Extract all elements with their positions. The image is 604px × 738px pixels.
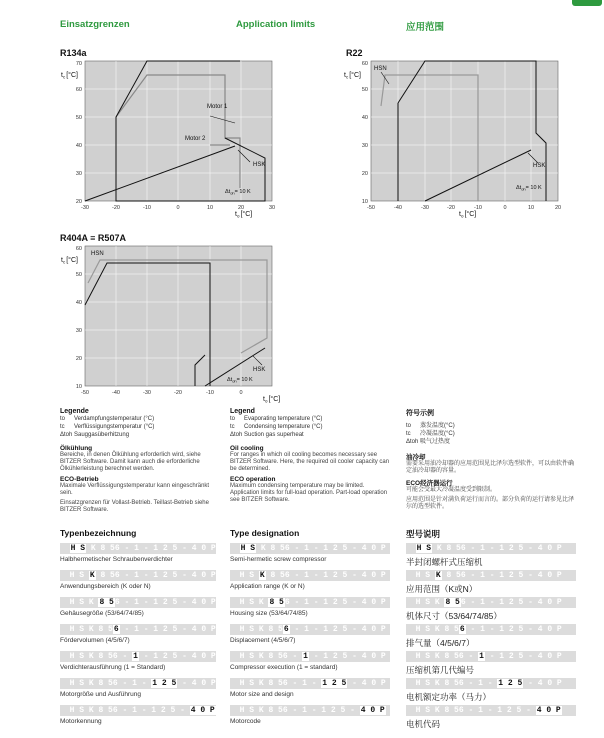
type-code-segment: 4 0 P [537,652,562,661]
legend-row: to Verdampfungstemperatur (°C) [60,416,155,422]
type-code-bar: H S K 8 56 - 1 - 1 2 5 - 4 0 P [60,597,216,608]
type-code-segment: 1 2 5 [153,652,178,661]
type-code-segment: 4 0 P [537,544,562,553]
type-code-segment: 4 0 P [361,598,386,607]
y-axis-label: $t_c[^\circ C]$ [344,72,361,80]
type-code-segment: 1 2 5 [323,544,348,553]
svg-text:10: 10 [206,205,214,211]
type-code-segment: K [90,544,96,553]
type-code-segment: K [88,706,94,715]
type-code-segment: 1 2 5 [321,706,346,715]
type-caption: Fördervolumen (4/5/6/7) [60,637,130,644]
legend-row: to 蒸发温度(°C) [406,423,455,429]
type-code-segment: 4 0 P [537,598,562,607]
type-code-segment: 4 0 P [536,706,561,715]
type-code-segment: 1 [480,625,485,634]
svg-text:40: 40 [75,300,82,306]
type-code-segment: 8 5 [270,571,285,580]
type-code-segment: H S [239,598,255,607]
type-code-bar: H S K 8 56 - 1 - 1 2 5 - 4 0 P [230,651,390,662]
note-text: Einsatzgrenzen für Vollast-Betrieb. Teillast-Betrieb siehe BITZER Software. [60,500,209,513]
svg-text:50: 50 [361,87,368,93]
type-code-segment: 1 2 5 [498,679,523,688]
type-code-bar: H S K 8 56 - 1 - 1 2 5 - 4 0 P [230,705,390,716]
type-code-segment: K [258,625,264,634]
type-code-bar: H S K 8 56 - 1 - 1 2 5 - 4 0 P [406,705,576,716]
type-code-segment: 1 2 5 [499,625,524,634]
y-ticks [76,61,82,205]
type-code-segment: H S [239,625,255,634]
type-code-segment: 4 0 P [361,544,386,553]
type-code-segment: 4 0 P [537,625,562,634]
legend-title: Legende [60,408,89,415]
type-code-segment: 1 [304,571,309,580]
type-code-segment: 1 [303,652,308,661]
type-code-segment: K [258,679,264,688]
note-title: Oil cooling [230,445,264,452]
type-caption: 机体尺寸（53/64/74/85） [406,611,502,621]
legend-row: Δtoh Sauggasüberhitzung [60,432,130,438]
x-axis-label: $t_o[^\circ C]$ [235,211,253,218]
y-axis-label: $t_c[^\circ C]$ [61,72,78,80]
type-code-segment: 6 [282,679,288,688]
type-caption: Motorgröße und Ausführung [60,691,141,698]
svg-text:-10: -10 [143,205,151,211]
type-caption: Motor size and design [230,691,294,698]
svg-text:-10: -10 [474,205,482,211]
type-code-segment: K [88,625,94,634]
type-code-segment: 1 [134,571,139,580]
svg-text:30: 30 [361,143,368,149]
type-code-segment: 4 0 P [190,706,215,715]
type-code-segment: 1 [302,679,307,688]
type-title-en: Type designation [230,528,300,538]
type-code-segment: H S [69,598,85,607]
type-code-segment: 6 [282,652,288,661]
chart-title-r134a: R134a [60,48,87,58]
type-code-segment: 6 [284,571,290,580]
label-hsk: HSK [253,162,266,168]
label-hsn: HSN [91,251,104,257]
note-text: Maximale Verflüssigungstemperatur kann eingeschränkt sein. [60,483,210,496]
legend-de [60,408,220,514]
type-code-segment: 1 2 5 [323,598,348,607]
type-code-segment: H S [69,652,85,661]
svg-text:10: 10 [75,384,82,390]
header-en: Application limits [236,19,316,30]
header-zh: 应用范围 [406,22,445,33]
type-code-segment: 4 0 P [191,598,216,607]
legend-row: tc Condensing temperature (°C) [230,424,323,430]
label-hsk: HSK [533,163,546,169]
type-caption: 压缩机第几代编号 [406,665,475,675]
type-code-segment: 4 0 P [361,679,386,688]
type-code-segment: 4 0 P [537,571,562,580]
type-code-segment: K [88,679,94,688]
type-code-segment: 8 5 [98,652,113,661]
type-code-bar: H S K 8 56 - 1 - 1 2 5 - 4 0 P [406,570,576,581]
type-code-bar: H S K 8 56 - 1 - 1 2 5 - 4 0 P [230,624,390,635]
legend-en [230,408,392,504]
type-code-segment: 1 [480,598,485,607]
type-code-segment: 1 2 5 [323,625,348,634]
type-code-segment: 1 [478,679,483,688]
type-code-segment: 6 [114,598,120,607]
type-caption: 电机代码 [406,719,441,729]
type-caption: Housing size (53/64/74/85) [230,610,308,617]
type-code-segment: 1 [134,598,139,607]
type-code-segment: 6 [282,706,288,715]
type-code-segment: H S [416,544,432,553]
label-superheat: $\Delta t_{oh}= 10$ K [225,189,251,196]
legend-row: Δtoh 吸气过热度 [406,439,451,445]
legend-row: tc Verflüssigungstemperatur (°C) [60,424,155,430]
type-code-segment: 1 [132,706,137,715]
type-caption: Motorcode [230,718,261,725]
type-code-segment: 1 [132,679,137,688]
type-caption: 电机额定功率（马力） [406,692,492,702]
type-code-bar: H S K 8 56 - 1 - 1 2 5 - 4 0 P [230,678,390,689]
plot-area [85,246,272,386]
type-title-de: Typenbezeichnung [60,528,137,538]
type-code-bar: H S K 8 56 - 1 - 1 2 5 - 4 0 P [60,678,216,689]
note-text: 应用范围是针对满负荷运行而言的。部分负荷的运行请参见比泽尔的选型软件。 [406,497,575,510]
header-de: Einsatzgrenzen [60,19,130,30]
type-code-segment: K [88,652,94,661]
type-code-segment: H S [415,625,431,634]
type-code-segment: 1 2 5 [153,625,178,634]
type-code-bar: H S K 8 56 - 1 - 1 2 5 - 4 0 P [60,651,216,662]
label-motor2: Motor 2 [185,136,206,142]
type-code-segment: H S [240,544,256,553]
type-code-segment: 1 2 5 [152,679,177,688]
label-hsn: HSN [374,66,387,72]
svg-text:-20: -20 [447,205,455,211]
type-code-segment: 4 0 P [361,625,386,634]
label-motor1: Motor 1 [207,104,228,110]
type-code-segment: K [434,598,440,607]
type-code-segment: 8 5 [269,598,284,607]
note-title: 油冷却 [406,454,426,461]
note-title: ECO-Betrieb [60,476,99,483]
type-code-segment: 6 [460,598,466,607]
type-code-bar: H S K 8 56 - 1 - 1 2 5 - 4 0 P [406,597,576,608]
type-code-segment: 8 5 [98,706,113,715]
type-title-zh: 型号说明 [406,529,441,539]
chart-title-r22: R22 [346,48,363,58]
type-code-segment: 6 [458,652,464,661]
type-code-segment: 8 5 [100,571,115,580]
type-code-segment: K [258,598,264,607]
type-code-segment: 6 [284,598,290,607]
svg-text:20: 20 [75,356,82,362]
type-code-bar: H S K 8 56 - 1 - 1 2 5 - 4 0 P [60,705,216,716]
type-code-segment: 1 2 5 [151,706,176,715]
y-ticks [76,246,82,390]
svg-text:60: 60 [361,61,368,67]
svg-text:-30: -30 [421,205,429,211]
legend-title: 符号示例 [406,410,434,417]
type-code-segment: 1 [134,544,139,553]
type-code-segment: 1 [304,598,309,607]
type-code-segment: H S [239,571,255,580]
plot-area [85,61,272,201]
type-code-segment: 8 5 [268,679,283,688]
type-code-segment: K [434,652,440,661]
legend-row: tc 冷凝温度(°C) [406,431,455,437]
chart-title-r404a: R404A ≡ R507A [60,233,126,243]
y-axis-label: $t_c[^\circ C]$ [61,257,78,265]
type-code-segment: 4 0 P [361,652,386,661]
svg-text:-20: -20 [112,205,120,211]
type-code-segment: 4 0 P [191,625,216,634]
svg-text:-10: -10 [206,390,214,396]
type-caption: Halbhermetischer Schraubenverdichter [60,556,173,563]
type-code-bar: H S K 8 56 - 1 - 1 2 5 - 4 0 P [60,624,216,635]
svg-text:10: 10 [361,199,368,205]
type-code-segment: H S [69,679,85,688]
type-caption: Gehäusegröße (53/64/74/85) [60,610,144,617]
y-ticks [362,61,368,205]
type-caption: Application range (K or N) [230,583,305,590]
type-code-segment: 6 [459,625,465,634]
type-code-segment: 1 2 5 [153,571,178,580]
type-code-segment: 4 0 P [191,652,216,661]
type-code-segment: 1 2 5 [322,679,347,688]
type-code-bar: H S K 8 56 - 1 - 1 2 5 - 4 0 P [406,651,576,662]
type-code-segment: 6 [112,679,118,688]
type-code-segment: H S [415,706,431,715]
corner-tab [572,0,602,6]
svg-text:-50: -50 [367,205,375,211]
type-code-segment: 8 5 [444,706,459,715]
type-code-segment: 8 5 [98,625,113,634]
svg-text:-40: -40 [394,205,402,211]
type-code-segment: K [259,571,265,580]
svg-text:60: 60 [75,87,82,93]
type-code-segment: 6 [458,706,464,715]
note-text: 可能会受最大冷凝温度受到限制。 [406,487,497,493]
type-code-segment: 6 [114,544,120,553]
type-code-segment: 4 0 P [360,706,385,715]
type-code-bar: H S K 8 56 - 1 - 1 2 5 - 4 0 P [230,570,390,581]
svg-text:-30: -30 [81,205,89,211]
type-code-segment: K [434,625,440,634]
type-code-segment: 8 5 [444,625,459,634]
type-code-segment: 6 [460,544,466,553]
type-code-segment: 1 [304,544,309,553]
svg-text:0: 0 [503,205,507,211]
type-code-bar: H S K 8 56 - 1 - 1 2 5 - 4 0 P [406,543,576,554]
type-code-segment: 1 2 5 [323,652,348,661]
type-code-segment: K [258,652,264,661]
svg-text:10: 10 [527,205,535,211]
type-code-segment: 4 0 P [191,679,216,688]
type-code-segment: 8 5 [268,652,283,661]
type-code-segment: 8 5 [100,544,115,553]
note-text: Bereiche, in denen Ölkühlung erforderlich wird, siehe BITZER Software. Damit kann auch die erforderliche Ölkühlerleistung berechnet werden. [60,452,201,472]
type-code-segment: 8 5 [268,706,283,715]
type-code-segment: 1 [478,706,483,715]
type-code-segment: 4 0 P [537,679,562,688]
type-code-segment: H S [415,571,431,580]
svg-text:-30: -30 [143,390,151,396]
svg-text:50: 50 [75,115,82,121]
type-code-segment: 1 [480,544,485,553]
svg-text:0: 0 [176,205,180,211]
type-code-bar: H S K 8 56 - 1 - 1 2 5 - 4 0 P [406,678,576,689]
type-code-segment: H S [239,706,255,715]
type-code-segment: 6 [112,652,118,661]
type-code-segment: 4 0 P [191,571,216,580]
type-code-segment: H S [415,652,431,661]
x-axis-label: $t_o[^\circ C]$ [263,396,281,403]
type-caption: Displacement (4/5/6/7) [230,637,296,644]
svg-text:20: 20 [75,199,82,205]
type-caption: Anwendungsbereich (K oder N) [60,583,151,590]
type-code-segment: 1 2 5 [499,598,524,607]
note-text: Maximum condensing temperature may be limited. [230,483,365,489]
chart-r404a [55,243,283,403]
type-code-segment: 1 2 5 [499,652,524,661]
type-code-segment: 1 2 5 [153,544,178,553]
type-code-segment: 1 [134,625,139,634]
svg-text:-50: -50 [81,390,89,396]
svg-text:30: 30 [75,171,82,177]
type-code-segment: 1 2 5 [323,571,348,580]
x-axis-label: $t_o[^\circ C]$ [459,211,477,218]
type-caption: 半封闭螺杆式压缩机 [406,557,483,567]
label-hsk: HSK [253,367,266,373]
type-code-segment: K [88,598,94,607]
note-text: For ranges in which oil cooling becomes necessary see BITZER Software. Here, the required oil cooler capacity can be determined. [230,452,390,472]
type-code-segment: 8 5 [446,544,461,553]
type-code-segment: H S [69,571,85,580]
type-code-segment: 1 2 5 [499,571,524,580]
note-text: Application limits for full-load operation. Part-load operation see BITZER Software. [230,490,388,503]
type-code-segment: K [436,544,442,553]
svg-text:40: 40 [361,115,368,121]
svg-text:70: 70 [75,61,82,67]
svg-text:50: 50 [75,272,82,278]
svg-text:20: 20 [237,205,245,211]
type-code-segment: H S [415,598,431,607]
type-code-segment: 1 [479,652,484,661]
chart-r134a [55,58,283,218]
type-code-segment: 1 [302,706,307,715]
type-code-segment: 6 [114,571,120,580]
type-code-segment: K [434,706,440,715]
type-code-segment: 1 [480,571,485,580]
svg-text:0: 0 [239,390,243,396]
type-code-segment: 6 [112,706,118,715]
type-code-segment: 6 [460,571,466,580]
type-code-bar: H S K 8 56 - 1 - 1 2 5 - 4 0 P [60,543,216,554]
type-caption: 排气量（4/5/6/7） [406,638,475,648]
type-code-segment: 8 5 [444,679,459,688]
type-code-segment: 1 2 5 [499,544,524,553]
type-code-segment: 6 [284,544,290,553]
type-code-bar: H S K 8 56 - 1 - 1 2 5 - 4 0 P [230,543,390,554]
type-code-segment: 8 5 [270,544,285,553]
note-title: ECO operation [230,476,276,483]
svg-text:-20: -20 [174,390,182,396]
type-code-segment: 8 5 [98,679,113,688]
svg-text:-40: -40 [112,390,120,396]
plot-area [371,61,558,201]
type-code-segment: 8 5 [99,598,114,607]
type-code-bar: H S K 8 56 - 1 - 1 2 5 - 4 0 P [230,597,390,608]
type-code-segment: 1 2 5 [497,706,522,715]
x-ticks [81,390,243,396]
type-code-segment: 6 [113,625,119,634]
type-code-segment: 8 5 [446,571,461,580]
svg-text:30: 30 [75,328,82,334]
type-code-segment: K [89,571,95,580]
svg-text:40: 40 [75,143,82,149]
legend-row: Δtoh Suction gas superheat [230,432,304,438]
type-code-segment: K [435,571,441,580]
type-caption: Compressor execution (1 = standard) [230,664,338,671]
type-code-bar: H S K 8 56 - 1 - 1 2 5 - 4 0 P [406,624,576,635]
type-code-segment: 6 [283,625,289,634]
type-code-bar: H S K 8 56 - 1 - 1 2 5 - 4 0 P [60,570,216,581]
svg-text:60: 60 [75,246,82,252]
type-code-segment: H S [415,679,431,688]
type-code-segment: 8 5 [444,652,459,661]
type-caption: 应用范围（K或N） [406,584,478,594]
type-code-segment: 1 2 5 [153,598,178,607]
type-code-segment: 6 [458,679,464,688]
label-superheat: $\Delta t_{oh}= 10$ K [516,185,542,192]
type-code-segment: 4 0 P [191,544,216,553]
type-code-segment: 8 5 [268,625,283,634]
svg-text:20: 20 [361,171,368,177]
legend-row: to Evaporating temperature (°C) [230,416,323,422]
type-code-segment: H S [239,652,255,661]
note-title: ECO经济器运行 [406,480,453,487]
type-code-segment: H S [69,706,85,715]
type-caption: Semi-hermetic screw compressor [230,556,327,563]
type-code-segment: 8 5 [445,598,460,607]
type-caption: Motorkennung [60,718,102,725]
type-code-segment: H S [69,625,85,634]
type-code-segment: H S [70,544,86,553]
type-code-segment: H S [239,679,255,688]
svg-text:30: 30 [268,205,276,211]
type-code-segment: 1 [304,625,309,634]
note-title: Ölkühlung [60,445,93,452]
type-code-segment: K [258,706,264,715]
chart-r22 [341,58,569,218]
type-code-segment: K [260,544,266,553]
label-superheat: $\Delta t_{oh}= 10$ K [227,377,253,384]
legend-title: Legend [230,408,255,415]
type-code-segment: 1 [133,652,138,661]
type-caption: Verdichterausführung (1 = Standard) [60,664,166,671]
svg-text:20: 20 [554,205,562,211]
type-code-segment: 4 0 P [361,571,386,580]
type-code-segment: K [434,679,440,688]
legend-zh [406,408,576,511]
note-text: 需要采用油冷却器的应用范围见比泽尔选型软件，可以由软件确定油冷却器的容量。 [406,461,575,474]
